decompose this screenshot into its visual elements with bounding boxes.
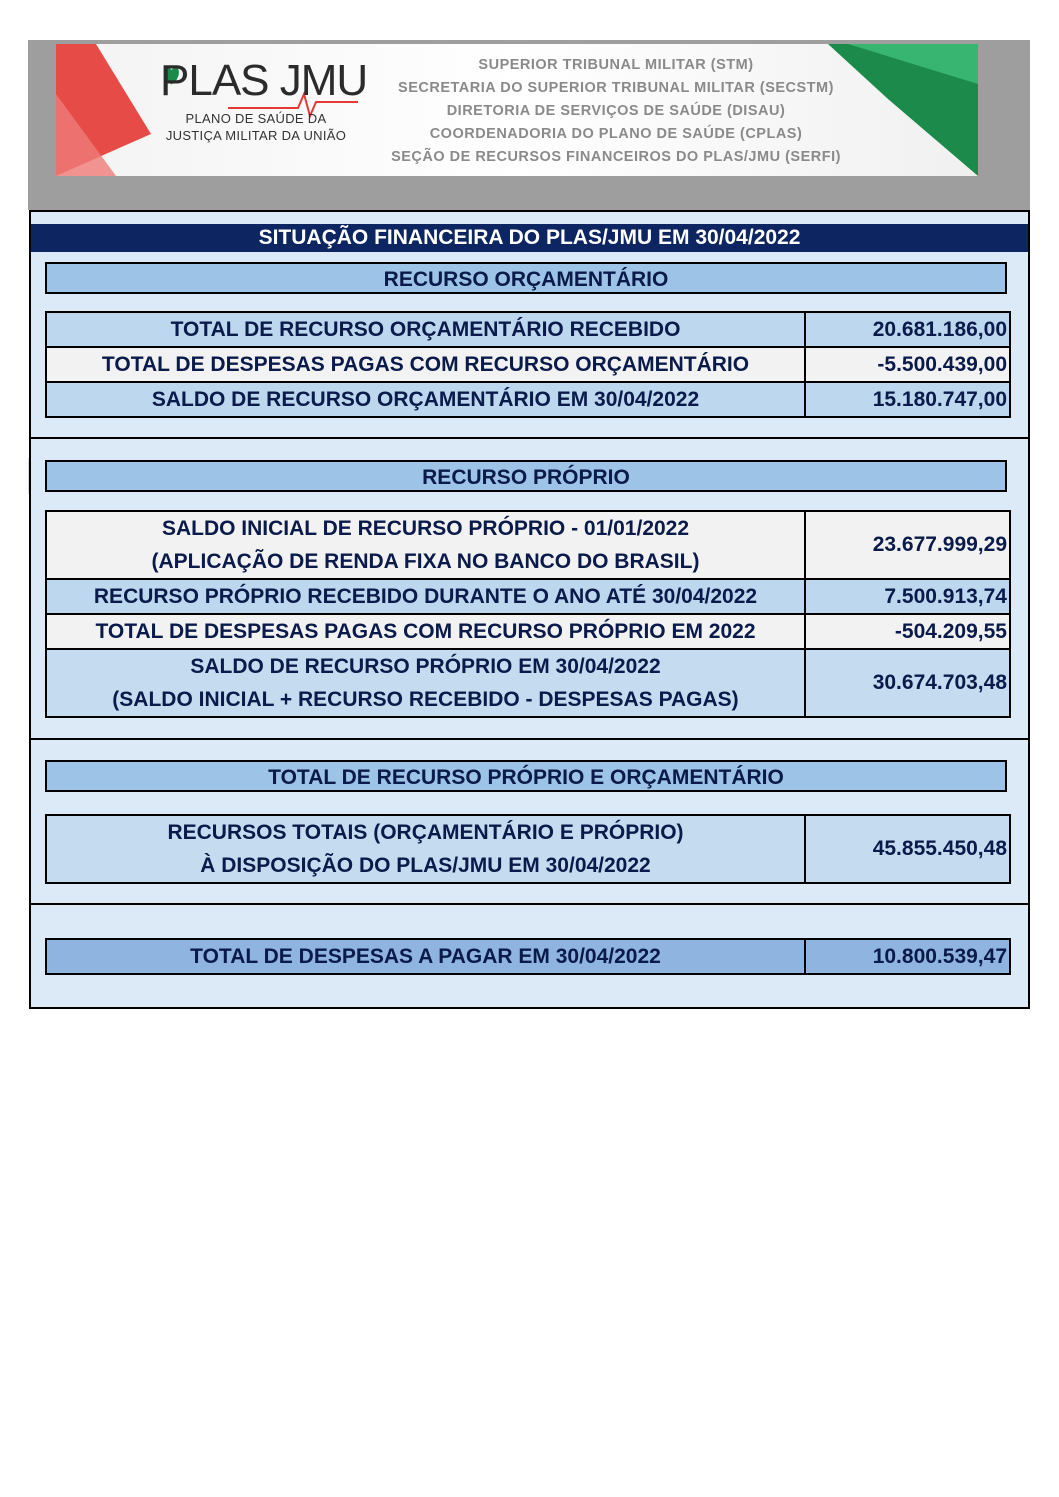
row-label xyxy=(46,649,805,717)
section-divider xyxy=(31,903,1028,905)
org-line: DIRETORIA DE SERVIÇOS DE SAÚDE (DISAU) xyxy=(446,103,786,119)
section-heading-total: TOTAL DE RECURSO PRÓPRIO E ORÇAMENTÁRIO xyxy=(45,760,1007,792)
row-label-line1: RECURSOS TOTAIS (ORÇAMENTÁRIO E PRÓPRIO) xyxy=(167,821,684,844)
section-divider xyxy=(31,738,1028,740)
section-heading-orcamentario: RECURSO ORÇAMENTÁRIO xyxy=(45,262,1007,294)
logo-subtitle xyxy=(156,110,356,144)
row-label-line1: SALDO INICIAL DE RECURSO PRÓPRIO - 01/01/2022 xyxy=(161,517,690,540)
red-triangle-decoration xyxy=(56,44,166,176)
table-proprio xyxy=(45,510,1011,718)
row-value: -5.500.439,00 xyxy=(805,347,1010,382)
row-value: -504.209,55 xyxy=(805,614,1010,649)
table-row xyxy=(46,614,1010,649)
table-row xyxy=(46,511,1010,579)
logo-subtitle-line2: JUSTIÇA MILITAR DA UNIÃO xyxy=(165,128,347,143)
row-label: TOTAL DE RECURSO ORÇAMENTÁRIO RECEBIDO xyxy=(46,312,805,347)
row-label-line1: SALDO DE RECURSO PRÓPRIO EM 30/04/2022 xyxy=(190,655,661,678)
table-row xyxy=(46,579,1010,614)
row-value: 30.674.703,48 xyxy=(805,649,1010,717)
row-label-line2: (APLICAÇÃO DE RENDA FIXA NO BANCO DO BRASIL) xyxy=(151,550,700,573)
table-row xyxy=(46,649,1010,717)
header-banner xyxy=(56,44,978,176)
row-label: TOTAL DE DESPESAS A PAGAR EM 30/04/2022 xyxy=(46,939,805,974)
section-divider xyxy=(31,437,1028,439)
row-value: 10.800.539,47 xyxy=(805,939,1010,974)
table-row xyxy=(46,347,1010,382)
table-row xyxy=(46,382,1010,417)
org-line: SECRETARIA DO SUPERIOR TRIBUNAL MILITAR (SECSTM) xyxy=(398,80,834,96)
row-value: 7.500.913,74 xyxy=(805,579,1010,614)
row-value: 20.681.186,00 xyxy=(805,312,1010,347)
row-label: TOTAL DE DESPESAS PAGAS COM RECURSO PRÓPRIO EM 2022 xyxy=(46,614,805,649)
row-label: TOTAL DE DESPESAS PAGAS COM RECURSO ORÇAMENTÁRIO xyxy=(46,347,805,382)
row-value: 23.677.999,29 xyxy=(805,511,1010,579)
table-row xyxy=(46,815,1010,883)
table-total xyxy=(45,814,1011,884)
section-heading-proprio: RECURSO PRÓPRIO xyxy=(45,460,1007,492)
row-label-line2: À DISPOSIÇÃO DO PLAS/JMU EM 30/04/2022 xyxy=(200,854,651,877)
org-line: COORDENADORIA DO PLANO DE SAÚDE (CPLAS) xyxy=(429,126,803,142)
row-label: SALDO DE RECURSO ORÇAMENTÁRIO EM 30/04/2022 xyxy=(46,382,805,417)
row-label: RECURSO PRÓPRIO RECEBIDO DURANTE O ANO ATÉ 30/04/2022 xyxy=(46,579,805,614)
org-line: SEÇÃO DE RECURSOS FINANCEIROS DO PLAS/JMU (SERFI) xyxy=(391,149,841,165)
table-row xyxy=(46,939,1010,974)
row-label xyxy=(46,815,805,883)
page-title: SITUAÇÃO FINANCEIRA DO PLAS/JMU EM 30/04/2022 xyxy=(31,224,1028,252)
table-a-pagar xyxy=(45,938,1011,975)
org-line: SUPERIOR TRIBUNAL MILITAR (STM) xyxy=(478,57,754,73)
financial-summary-box xyxy=(29,210,1030,1009)
org-lines xyxy=(356,54,876,169)
logo-text: PLAS JMU xyxy=(160,56,368,105)
row-label-line2: (SALDO INICIAL + RECURSO RECEBIDO - DESPESAS PAGAS) xyxy=(112,688,739,711)
table-orcamentario xyxy=(45,311,1011,418)
row-value: 45.855.450,48 xyxy=(805,815,1010,883)
logo-subtitle-line1: PLANO DE SAÚDE DA xyxy=(185,111,327,126)
row-value: 15.180.747,00 xyxy=(805,382,1010,417)
table-row xyxy=(46,312,1010,347)
row-label xyxy=(46,511,805,579)
